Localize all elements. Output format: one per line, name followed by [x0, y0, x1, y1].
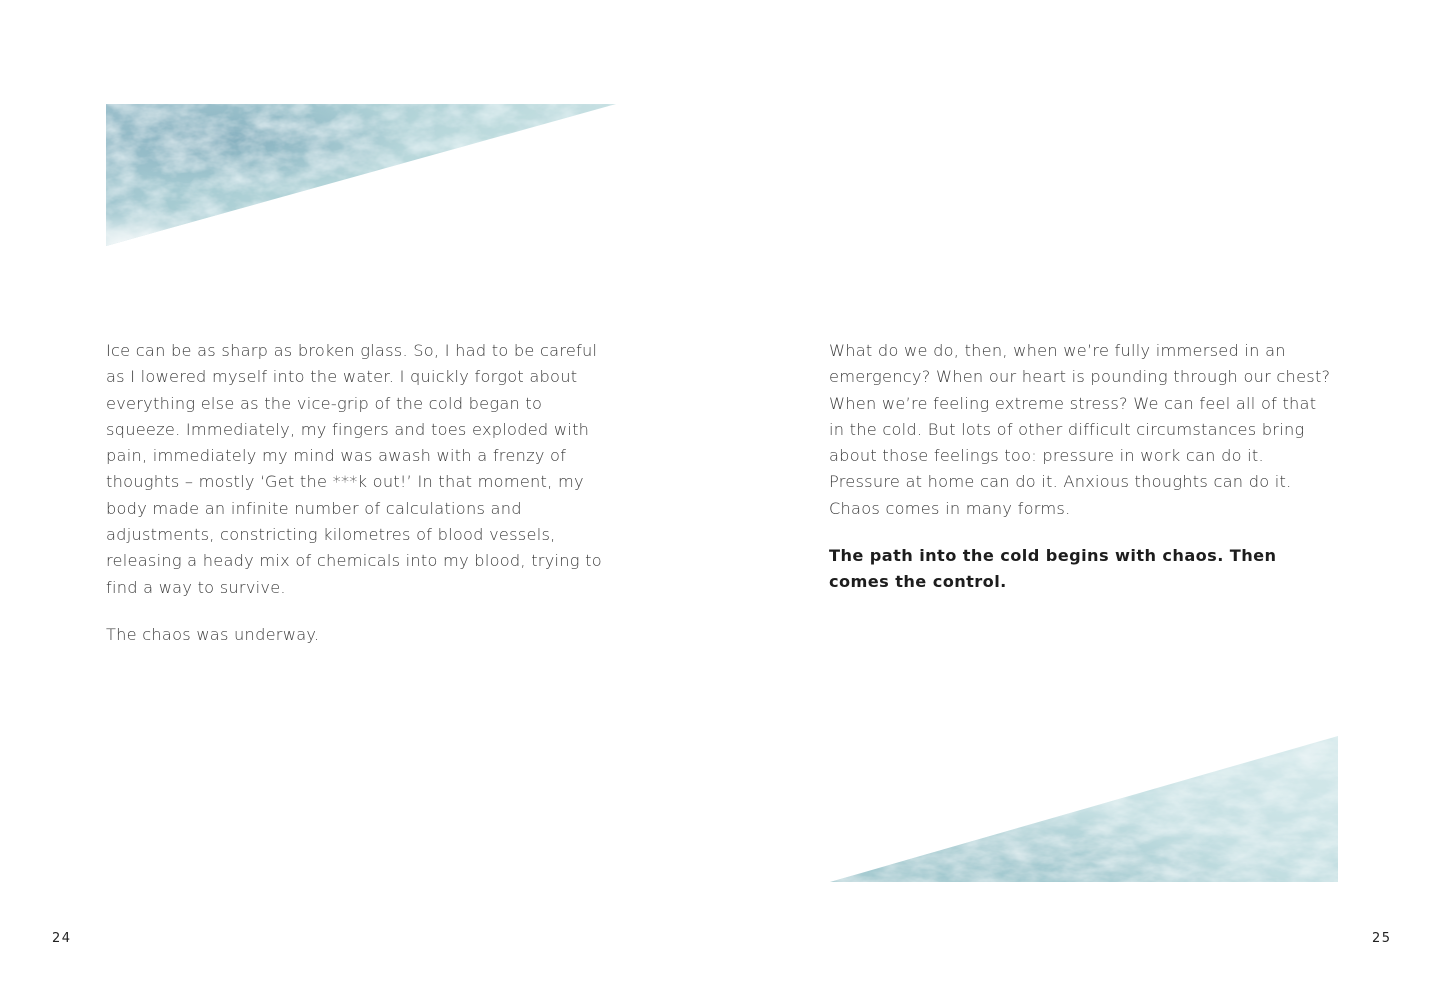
left-paragraph-2: The chaos was underway.: [106, 624, 320, 644]
emphasis-paragraph: The path into the cold begins with chaos. Then comes the control.: [829, 546, 1277, 592]
ice-watercolor-wedge-bottom: [830, 736, 1340, 886]
left-paragraph-1: Ice can be as sharp as broken glass. So, I had to be careful as I lowered myself into the water. I quickly forgot about everything else as the vice-grip of the cold began to squeeze. Immediately, my fingers and toes exploded with pain, immediately my mind was awash with a frenzy of thoughts – mostly ‘Get the ***k out!’ In that moment, my body made an infinite number of calculations and adjustments, constricting kilometres of blood vessels, releasing a heady mix of chemicals into my blood, trying to find a way to survive.: [106, 341, 602, 597]
right-page: [722, 0, 1445, 990]
right-body-text: [829, 338, 1334, 617]
ice-watercolor-wedge-top: [106, 104, 616, 246]
page-number-left: 24: [52, 931, 72, 946]
right-paragraph-1: What do we do, then, when we’re fully immersed in an emergency? When our heart is pounding through our chest? When we’re feeling extreme stress? We can feel all of that in the cold. But lots of other difficult circumstances bring about those feelings too: pressure in work can do it. Pressure at home can do it. Anxious thoughts can do it. Chaos comes in many forms.: [829, 341, 1331, 518]
left-body-text: [106, 338, 611, 669]
page-number-right: 25: [1372, 931, 1392, 946]
left-page: [0, 0, 722, 990]
